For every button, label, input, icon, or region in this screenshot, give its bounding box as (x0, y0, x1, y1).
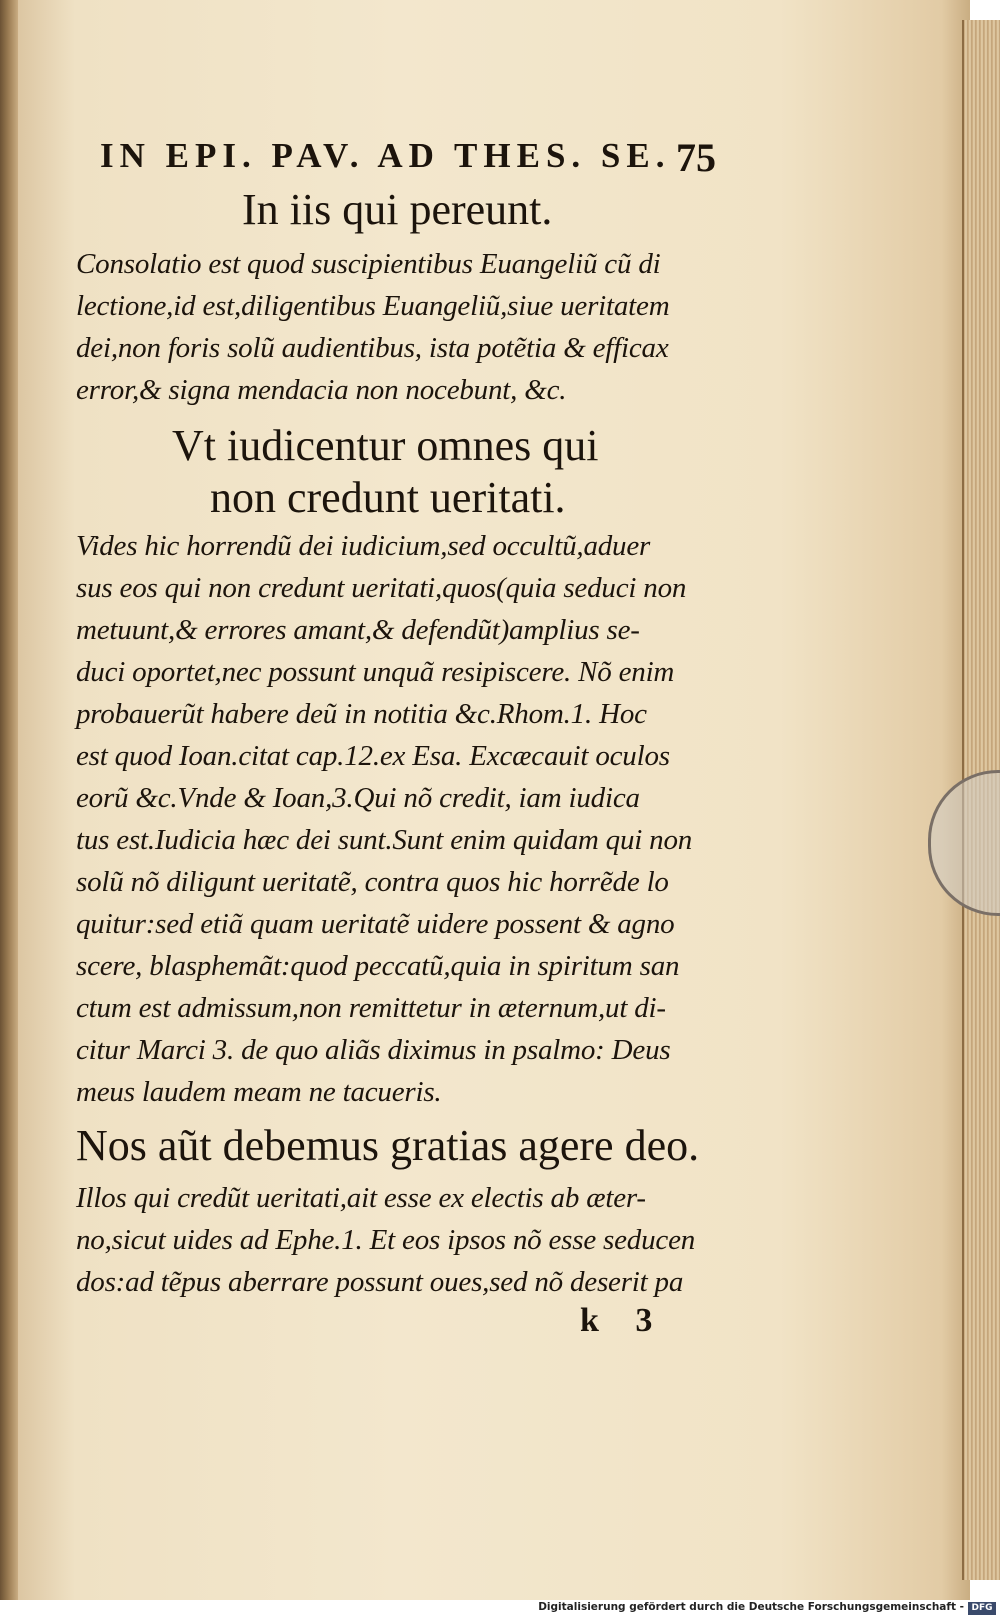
section-heading: Vt iudicentur omnes qui (172, 421, 599, 470)
folio-number: 75 (676, 135, 716, 180)
text-line: est quod Ioan.citat cap.12.ex Esa. Excæcauit oculos (76, 740, 670, 772)
text-line: Illos qui credũt ueritati,ait esse ex electis ab æter- (76, 1182, 646, 1214)
text-line: lectione,id est,diligentibus Euangeliũ,siue ueritatem (76, 290, 670, 322)
text-line: solũ nõ diligunt ueritatẽ, contra quos hic horrẽde lo (76, 866, 669, 898)
text-line: sus eos qui non credunt ueritati,quos(quia seduci non (76, 572, 687, 604)
text-line: dei,non foris solũ audientibus, ista potẽtia & efficax (76, 332, 669, 364)
text-line: quitur:sed etiã quam ueritatẽ uidere possent & agno (76, 908, 675, 940)
running-head: IN EPI. PAV. AD THES. SE. (100, 136, 671, 175)
section-heading: non credunt ueritati. (210, 473, 566, 522)
section-heading: Nos aũt debemus gratias agere deo. (76, 1121, 700, 1170)
dfg-logo: DFG (968, 1602, 996, 1615)
text-line: tus est.Iudicia hæc dei sunt.Sunt enim quidam qui non (76, 824, 693, 856)
signature-mark: k 3 (580, 1302, 667, 1339)
text-line: Vides hic horrendũ dei iudicium,sed occultũ,aduer (76, 530, 651, 562)
text-line: eorũ &c.Vnde & Ioan,3.Qui nõ credit, iam iudica (76, 782, 640, 814)
text-line: citur Marci 3. de quo aliãs diximus in psalmo: Deus (76, 1034, 671, 1066)
text-line: no,sicut uides ad Ephe.1. Et eos ipsos nõ esse seducen (76, 1224, 696, 1256)
text-line: ctum est admissum,non remittetur in æternum,ut di- (76, 992, 666, 1024)
text-line: error,& signa mendacia non nocebunt, &c. (76, 374, 567, 406)
text-line: meus laudem meam ne tacueris. (76, 1076, 442, 1108)
text-line: scere, blasphemãt:quod peccatũ,quia in spiritum san (76, 950, 680, 982)
text-line: dos:ad tẽpus aberrare possunt oues,sed nõ deserit pa (76, 1266, 684, 1298)
funding-credit: Digitalisierung gefördert durch die Deutsche Forschungsgemeinschaft - (538, 1601, 964, 1613)
text-line: duci oportet,nec possunt unquã resipiscere. Nõ enim (76, 656, 675, 688)
text-line: Consolatio est quod suscipientibus Euangeliũ cũ di (76, 248, 661, 280)
text-line: metuunt,& errores amant,& defendũt)amplius se- (76, 614, 640, 646)
section-heading: In iis qui pereunt. (242, 185, 553, 234)
text-line: probauerũt habere deũ in notitia &c.Rhom.1. Hoc (76, 698, 647, 730)
book-edge-left (0, 0, 18, 1600)
